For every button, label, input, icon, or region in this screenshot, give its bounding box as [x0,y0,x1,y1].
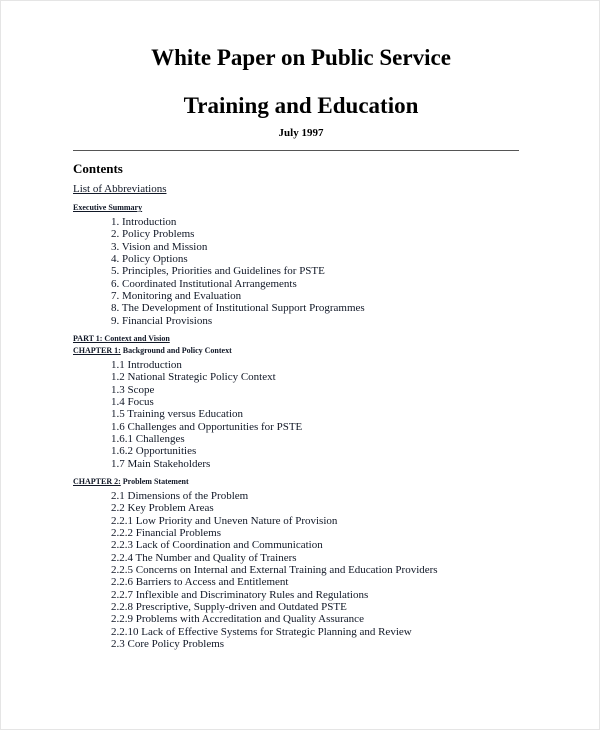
toc-entry[interactable]: 2.2.2 Financial Problems [111,527,221,540]
title-line-1: White Paper on Public Service [151,45,451,70]
toc-entry[interactable]: 7. Monitoring and Evaluation [111,290,242,303]
document-date: July 1997 [278,127,324,139]
toc-entry[interactable]: 5. Principles, Priorities and Guidelines for PSTE [111,265,325,278]
toc-entry[interactable]: 1. Introduction [111,216,177,228]
executive-summary-list [111,216,365,327]
toc-entry[interactable]: 1.6.1 Challenges [111,433,185,446]
toc-entry[interactable]: 2.2.7 Inflexible and Discriminatory Rules and Regulations [111,588,369,601]
toc-entry[interactable]: 3. Vision and Mission [111,240,208,253]
chapter1-link[interactable]: CHAPTER 1: [73,346,121,355]
toc-entry[interactable]: 2.2.10 Lack of Effective Systems for Strategic Planning and Review [111,625,412,638]
toc-entry[interactable]: 2.3 Core Policy Problems [111,638,225,651]
toc-entry[interactable]: 1.3 Scope [111,383,155,396]
toc-entry[interactable]: 2.2.5 Concerns on Internal and External Training and Education Providers [111,564,438,577]
chapter2-link[interactable]: CHAPTER 2: [73,477,121,486]
chapter2-heading [73,477,189,486]
toc-entry[interactable]: 1.6.2 Opportunities [111,445,197,458]
toc-entry[interactable]: 2.2.3 Lack of Coordination and Communication [111,539,323,552]
title-line-2: Training and Education [183,93,419,118]
chapter2-list [111,490,438,650]
toc-entry[interactable]: 2.2.9 Problems with Accreditation and Quality Assurance [111,613,364,626]
toc-entry[interactable]: 1.5 Training versus Education [111,408,243,421]
toc-entry[interactable]: 8. The Development of Institutional Support Programmes [111,302,365,315]
toc-entry[interactable]: 9. Financial Provisions [111,314,213,327]
toc-entry[interactable]: 2.2.6 Barriers to Access and Entitlement [111,576,289,589]
part1-link[interactable]: PART 1: Context and Vision [73,334,170,343]
toc-entry[interactable]: 1.6 Challenges and Opportunities for PSTE [111,420,303,433]
toc-entry[interactable]: 6. Coordinated Institutional Arrangements [111,277,297,290]
toc-entry[interactable]: 2.1 Dimensions of the Problem [111,490,249,502]
toc-entry[interactable]: 2. Policy Problems [111,228,195,241]
contents-heading: Contents [73,161,123,176]
divider [73,150,519,151]
chapter1-list [111,359,302,470]
executive-summary-link[interactable]: Executive Summary [73,203,143,212]
abbreviations-link[interactable]: List of Abbreviations [73,183,167,195]
toc-entry[interactable]: 1.4 Focus [111,396,154,409]
toc-entry[interactable]: 1.2 National Strategic Policy Context [111,371,276,384]
toc-entry[interactable]: 1.7 Main Stakeholders [111,457,211,470]
toc-entry[interactable]: 2.2.4 The Number and Quality of Trainers [111,551,297,564]
toc-entry[interactable]: 2.2.8 Prescriptive, Supply-driven and Outdated PSTE [111,601,347,614]
chapter1-heading [73,346,232,355]
chapter2-title: Problem Statement [122,477,189,486]
toc-entry[interactable]: 4. Policy Options [111,253,188,266]
toc-entry[interactable]: 2.2.1 Low Priority and Uneven Nature of Provision [111,514,338,527]
toc-entry[interactable]: 1.1 Introduction [111,359,182,371]
toc-entry[interactable]: 2.2 Key Problem Areas [111,502,214,515]
chapter1-title: Background and Policy Context [122,346,232,355]
